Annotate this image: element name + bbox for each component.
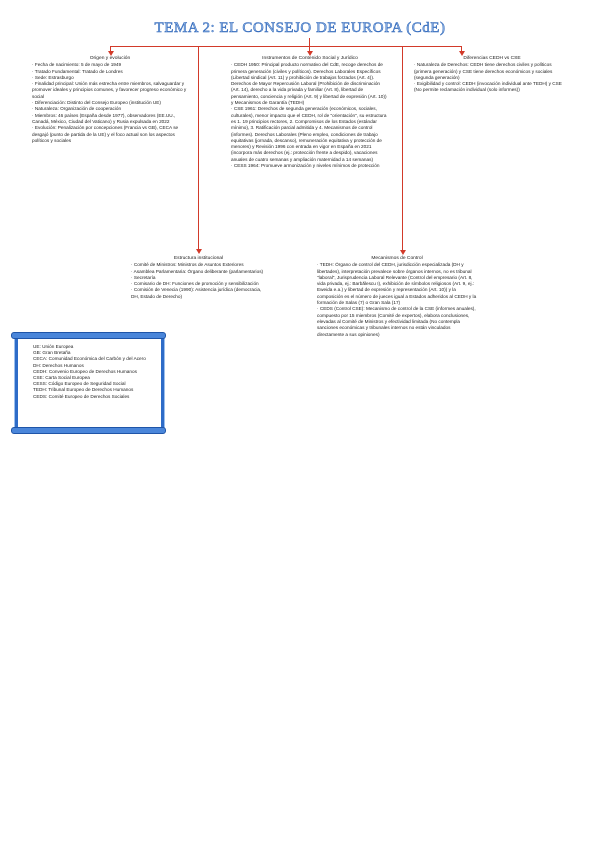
- node-instrumentos: [231, 56, 389, 169]
- node-estructura-heading: Estructura institucional: [173, 256, 224, 261]
- node-instrumentos-heading: Instrumentos de Contenido Social y Jurídico: [262, 56, 358, 61]
- scroll-roll-top: [11, 332, 166, 339]
- node-origen: [32, 56, 188, 144]
- connector-estructura: [198, 46, 199, 250]
- glossary-item: CEDS: Comité Europeo de Derechos Sociales: [33, 393, 130, 399]
- glossary-item: CECA: Comunidad Económica del Carbón y del Acero: [33, 356, 146, 362]
- glossary-item: CESS: Código Europeo de Seguridad Social: [33, 381, 126, 387]
- node-mecanismos-heading: Mecanismos de Control: [371, 256, 423, 261]
- arrow-estructura: [196, 249, 202, 254]
- glossary-item: CSE: Carta Social Europea: [33, 375, 90, 381]
- node-instrumentos-body: · CEDH 1950: Principal producto normativo del CdE, recoge derechos de primera generación (civiles y políticos). Derechos Laborales Específicos (Libertad sindical (Art. 11) y prohibición de trabajos forzados (Art. 4)). Derechos de Mayor Repercusión Laboral (Prohibición de discriminación (Art. 14), derecho a la vida privada y familiar (Art. 8), libertad de pensamiento, conciencia y religión (Art. 9) y libertad de expresión (Art. 10)) y Mecanismos de Garantía (TEDH) · CSE 1961: Derechos de segunda generación (económicos, sociales, culturales), menor impacto que el CEDH, rol de "orientación", su estructura es 1. 19 principios rectores, 2. Compromisos de los Estados (estándar mínimo), 3. Ratificación parcial admitida y 4. Mecanismos de control (informes). Derechos Laborales (Pleno empleo, condiciones de trabajo equitativas (jornada, descanso), remuneración equitativa y protección de menores) y Revisión 1996 con entrada en vigor en España en 2021 (incorpora más derechos (ej.: protección frente a despido), vacaciones anuales de cuatro semanas y ampliación maternidad a 14 semanas) · CESS 1964: Promueve armonización y niveles mínimos de protección: [231, 62, 387, 169]
- node-estructura-body: · Comité de Ministros: Ministros de Asuntos Exteriores · Asamblea Parlamentaria: Órgano deliberante (parlamentarios) · Secretaría · Comisario de DH: Funciones de promoción y sensibilización · Comisión de Venecia (1990): Asistencia jurídica (democracia, DH, Estado de Derecho): [131, 262, 264, 299]
- node-origen-heading: Origen y evolución: [89, 56, 131, 61]
- glossary-scroll: [15, 335, 164, 431]
- arrow-mecanismos: [400, 250, 406, 255]
- scroll-roll-bottom: [11, 427, 166, 434]
- node-diferencias: [414, 56, 570, 94]
- glossary-item: TEDH: Tribunal Europeo de Derechos Humanos: [33, 387, 134, 393]
- node-diferencias-heading: Diferencias CEDH vs CSE: [463, 56, 521, 61]
- node-estructura: [131, 256, 266, 300]
- glossary-item: GB: Gran Bretaña: [33, 350, 71, 356]
- node-diferencias-body: · Naturaleza de Derechos: CEDH tiene derechos civiles y políticos (primera generación) y CSE tiene derechos económicos y sociales (segunda generación) · Exigibilidad y control: CEDH (invocación individual ante TEDH) y CSE (No permite reclamación individual (solo informes)): [414, 62, 562, 93]
- page-title: TEMA 2: EL CONSEJO DE EUROPA (CdE): [154, 20, 446, 36]
- glossary-list: [33, 344, 157, 400]
- node-mecanismos: [317, 256, 477, 338]
- glossary-item: CEDH: Convenio Europeo de Derechos Humanos: [33, 368, 137, 374]
- connector-mecanismos: [402, 46, 403, 251]
- glossary-item: DH: Derechos Humanos: [33, 362, 84, 368]
- connector-horizontal: [110, 46, 462, 47]
- node-mecanismos-body: · TEDH: Órgano de control del CEDH, jurisdicción especializada (DH y libertades), interpretación prevalece sobre órganos internos, no es tribunal "laboral", Jurisprudencia Laboral Relevante (Control del empresario (Art. 8, vida privada, ej.: Barbălescu I), exhibición de símbolos religiosos (Art. 9, ej.: Eweida e.a.) y libertad de expresión y representación (Art. 10)) y la composición es el número de jueces igual a Estados adheridos al CEDH y la formación de Salas (7) o Gran Sala (17) · CEDS (Control CSE): Mecanismo de control de la CSE (informes anuales), compuesto por 15 miembros (Comité de expertos), elabora conclusiones, elevadas al Comité de Ministros y efectividad limitada (No contempla sanciones económicas y tribunales internos no están vinculados directamente a sus opiniones): [317, 262, 477, 337]
- glossary-item: UE: Unión Europea: [33, 344, 74, 349]
- node-origen-body: · Fecha de nacimiento: 5 de mayo de 1949 · Tratado Fundamental: Tratado de Londres · Sede: Estrasburgo · Finalidad principal: Unión más estrecha entre miembros, salvaguardar y promover ideales y principios comunes, y favorecer progreso económico y social · Diferenciación: Distinto del Consejo Europeo (institución UE) · Naturaleza: Organización de cooperación · Miembros: 46 países (España desde 1977), observadores (EE.UU., Canadá, México, Ciudad del Vaticano) y Rusia expulsada en 2022 · Evolución: Penalización por concepciones (Francia vs GB), CECA se desgajó (punto de partida de la UE) y el foco actual son los aspectos políticos y sociales: [32, 62, 187, 143]
